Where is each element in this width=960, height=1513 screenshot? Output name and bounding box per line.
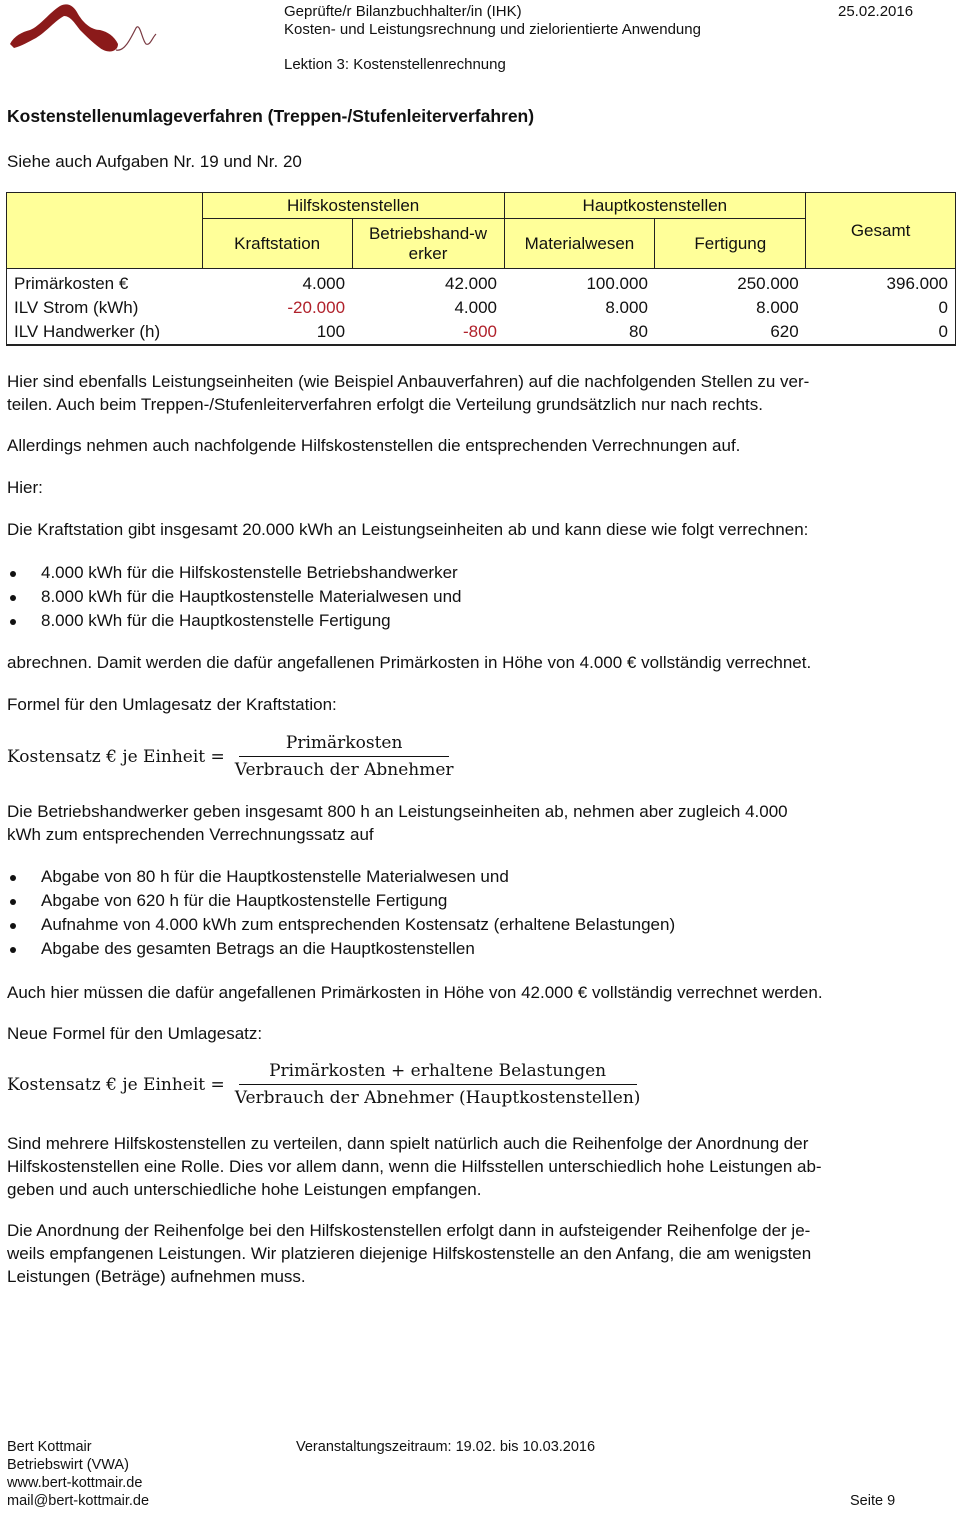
list-item: Aufnahme von 4.000 kWh zum entsprechenden Kostensatz (erhaltene Belastungen) — [7, 913, 907, 937]
paragraph-neue-formel: Neue Formel für den Umlagesatz: — [7, 1024, 263, 1043]
cell-value-negative: -800 — [352, 320, 504, 345]
paragraph-line: kWh zum entsprechenden Verrechnungssatz auf — [7, 825, 374, 844]
group-header-hauptkostenstellen: Hauptkostenstellen — [504, 193, 806, 219]
column-header-materialwesen: Materialwesen — [504, 219, 655, 269]
column-header-fertigung: Fertigung — [655, 219, 806, 269]
paragraph-abrechnen: abrechnen. Damit werden die dafür angefallenen Primärkosten in Höhe von 4.000 € vollständig verrechnet. — [7, 653, 812, 672]
paragraph-line: geben und auch unterschiedliche hohe Leistungen empfangen. — [7, 1180, 482, 1199]
cell-value: 0 — [806, 296, 956, 320]
paragraph-line: Sind mehrere Hilfskostenstellen zu verteilen, dann spielt natürlich auch die Reihenfolge der Anordnung der — [7, 1134, 809, 1153]
formula-numerator: Primärkosten + erhaltene Belastungen — [239, 1061, 637, 1085]
formula-lhs: Kostensatz € je Einheit = — [7, 746, 225, 767]
paragraph-formel-kraftstation: Formel für den Umlagesatz der Kraftstation: — [7, 695, 337, 714]
formula-fraction — [231, 1061, 645, 1108]
see-also-note: Siehe auch Aufgaben Nr. 19 und Nr. 20 — [7, 152, 302, 171]
paragraph-auch-hier: Auch hier müssen die dafür angefallenen Primärkosten in Höhe von 42.000 € vollständig verrechnet werden. — [7, 983, 823, 1002]
course-title: Geprüfte/r Bilanzbuchhalter/in (IHK) — [284, 3, 522, 20]
list-item: Abgabe des gesamten Betrags an die Hauptkostenstellen — [7, 937, 907, 961]
cell-value: 100 — [202, 320, 352, 345]
kraftstation-allocation-list — [7, 561, 907, 633]
paragraph-reihenfolge — [7, 1132, 947, 1201]
paragraph-kraftstation: Die Kraftstation gibt insgesamt 20.000 kWh an Leistungseinheiten ab und kann diese wie folgt verrechnen: — [7, 520, 809, 539]
page-number: Seite 9 — [850, 1493, 896, 1509]
ribbon-logo-icon — [0, 0, 160, 70]
paragraph-line: Leistungen (Beträge) aufnehmen muss. — [7, 1267, 306, 1286]
table-row — [7, 320, 956, 345]
cell-value: 0 — [806, 320, 956, 345]
paragraph-hier: Hier: — [7, 478, 43, 497]
formula-denominator: Verbrauch der Abnehmer — [234, 760, 454, 780]
paragraph-line: Hilfskostenstellen eine Rolle. Dies vor allem dann, wenn die Hilfsstellen unterschiedlich hohe Leistungen ab- — [7, 1157, 822, 1176]
formula-numerator: Primärkosten — [239, 733, 449, 757]
list-item: 8.000 kWh für die Hauptkostenstelle Materialwesen und — [7, 585, 907, 609]
paragraph-line: Die Anordnung der Reihenfolge bei den Hilfskostenstellen erfolgt dann in aufsteigender Reihenfolge der je- — [7, 1221, 811, 1240]
cell-value: 80 — [504, 320, 655, 345]
row-label: ILV Handwerker (h) — [7, 320, 203, 345]
document-date: 25.02.2016 — [838, 3, 914, 20]
row-label: Primärkosten € — [7, 269, 203, 297]
table-corner-cell — [7, 193, 203, 269]
cell-value: 42.000 — [445, 274, 497, 293]
formula-kraftstation — [7, 733, 458, 780]
list-item: Abgabe von 620 h für die Hauptkostenstelle Fertigung — [7, 889, 907, 913]
paragraph-line: weils empfangenen Leistungen. Wir platzieren diejenige Hilfskostenstelle an den Anfang, die am wenigsten — [7, 1244, 812, 1263]
footer-period: Veranstaltungszeitraum: 19.02. bis 10.03.2016 — [296, 1439, 596, 1455]
cell-value: 100.000 — [586, 274, 648, 293]
cell-value: 250.000 — [737, 274, 799, 293]
formula-denominator: Verbrauch der Abnehmer (Hauptkostenstellen) — [234, 1088, 641, 1108]
paragraph-allerdings: Allerdings nehmen auch nachfolgende Hilfskostenstellen die entsprechenden Verrechnungen auf. — [7, 436, 741, 455]
column-header-kraftstation: Kraftstation — [202, 219, 352, 269]
table-row — [7, 296, 956, 320]
row-label: ILV Strom (kWh) — [7, 296, 203, 320]
table-row — [7, 269, 956, 297]
footer-author-title: Betriebswirt (VWA) — [7, 1457, 129, 1473]
paragraph-line: Die Betriebshandwerker geben insgesamt 800 h an Leistungseinheiten ab, nehmen aber zugleich 4.000 — [7, 802, 788, 821]
list-item: Abgabe von 80 h für die Hauptkostenstelle Materialwesen und — [7, 865, 907, 889]
cell-value: 396.000 — [806, 269, 956, 297]
paragraph-intro — [7, 370, 947, 416]
cell-value: 620 — [655, 320, 806, 345]
cell-value: 4.000 — [302, 274, 346, 293]
group-header-hilfskostenstellen: Hilfskostenstellen — [202, 193, 504, 219]
footer-website-link[interactable]: www.bert-kottmair.de — [7, 1475, 143, 1491]
paragraph-anordnung — [7, 1219, 947, 1288]
footer-author-name: Bert Kottmair — [7, 1439, 92, 1455]
betriebshandwerker-allocation-list — [7, 865, 907, 961]
section-title: Kostenstellenumlageverfahren (Treppen-/Stufenleiterverfahren) — [7, 106, 535, 126]
subject-title: Kosten- und Leistungsrechnung und zielorientierte Anwendung — [284, 21, 701, 38]
formula-lhs: Kostensatz € je Einheit = — [7, 1074, 225, 1095]
column-header-betriebshandwerker-text: Betriebshand-werker — [368, 223, 488, 263]
formula-umlagesatz — [7, 1061, 644, 1108]
cost-center-table — [6, 192, 956, 346]
footer-email-link[interactable]: mail@bert-kottmair.de — [7, 1493, 150, 1509]
column-header-betriebshandwerker — [352, 219, 504, 269]
paragraph-betriebshandwerker — [7, 800, 947, 846]
cell-value-negative: -20.000 — [287, 298, 346, 317]
cell-value: 8.000 — [756, 298, 799, 317]
paragraph-line: teilen. Auch beim Treppen-/Stufenleiterverfahren erfolgt die Verteilung grundsätzlich nur nach rechts. — [7, 395, 763, 414]
footer-author-block — [7, 1438, 149, 1510]
cell-value: 4.000 — [454, 298, 497, 317]
column-header-gesamt: Gesamt — [806, 193, 956, 269]
list-item: 8.000 kWh für die Hauptkostenstelle Fertigung — [7, 609, 907, 633]
list-item: 4.000 kWh für die Hilfskostenstelle Betriebshandwerker — [7, 561, 907, 585]
lesson-title: Lektion 3: Kostenstellenrechnung — [284, 56, 506, 73]
cell-value: 8.000 — [605, 298, 648, 317]
formula-fraction — [231, 733, 458, 780]
paragraph-line: Hier sind ebenfalls Leistungseinheiten (wie Beispiel Anbauverfahren) auf die nachfolgenden Stellen zu ver- — [7, 372, 810, 391]
